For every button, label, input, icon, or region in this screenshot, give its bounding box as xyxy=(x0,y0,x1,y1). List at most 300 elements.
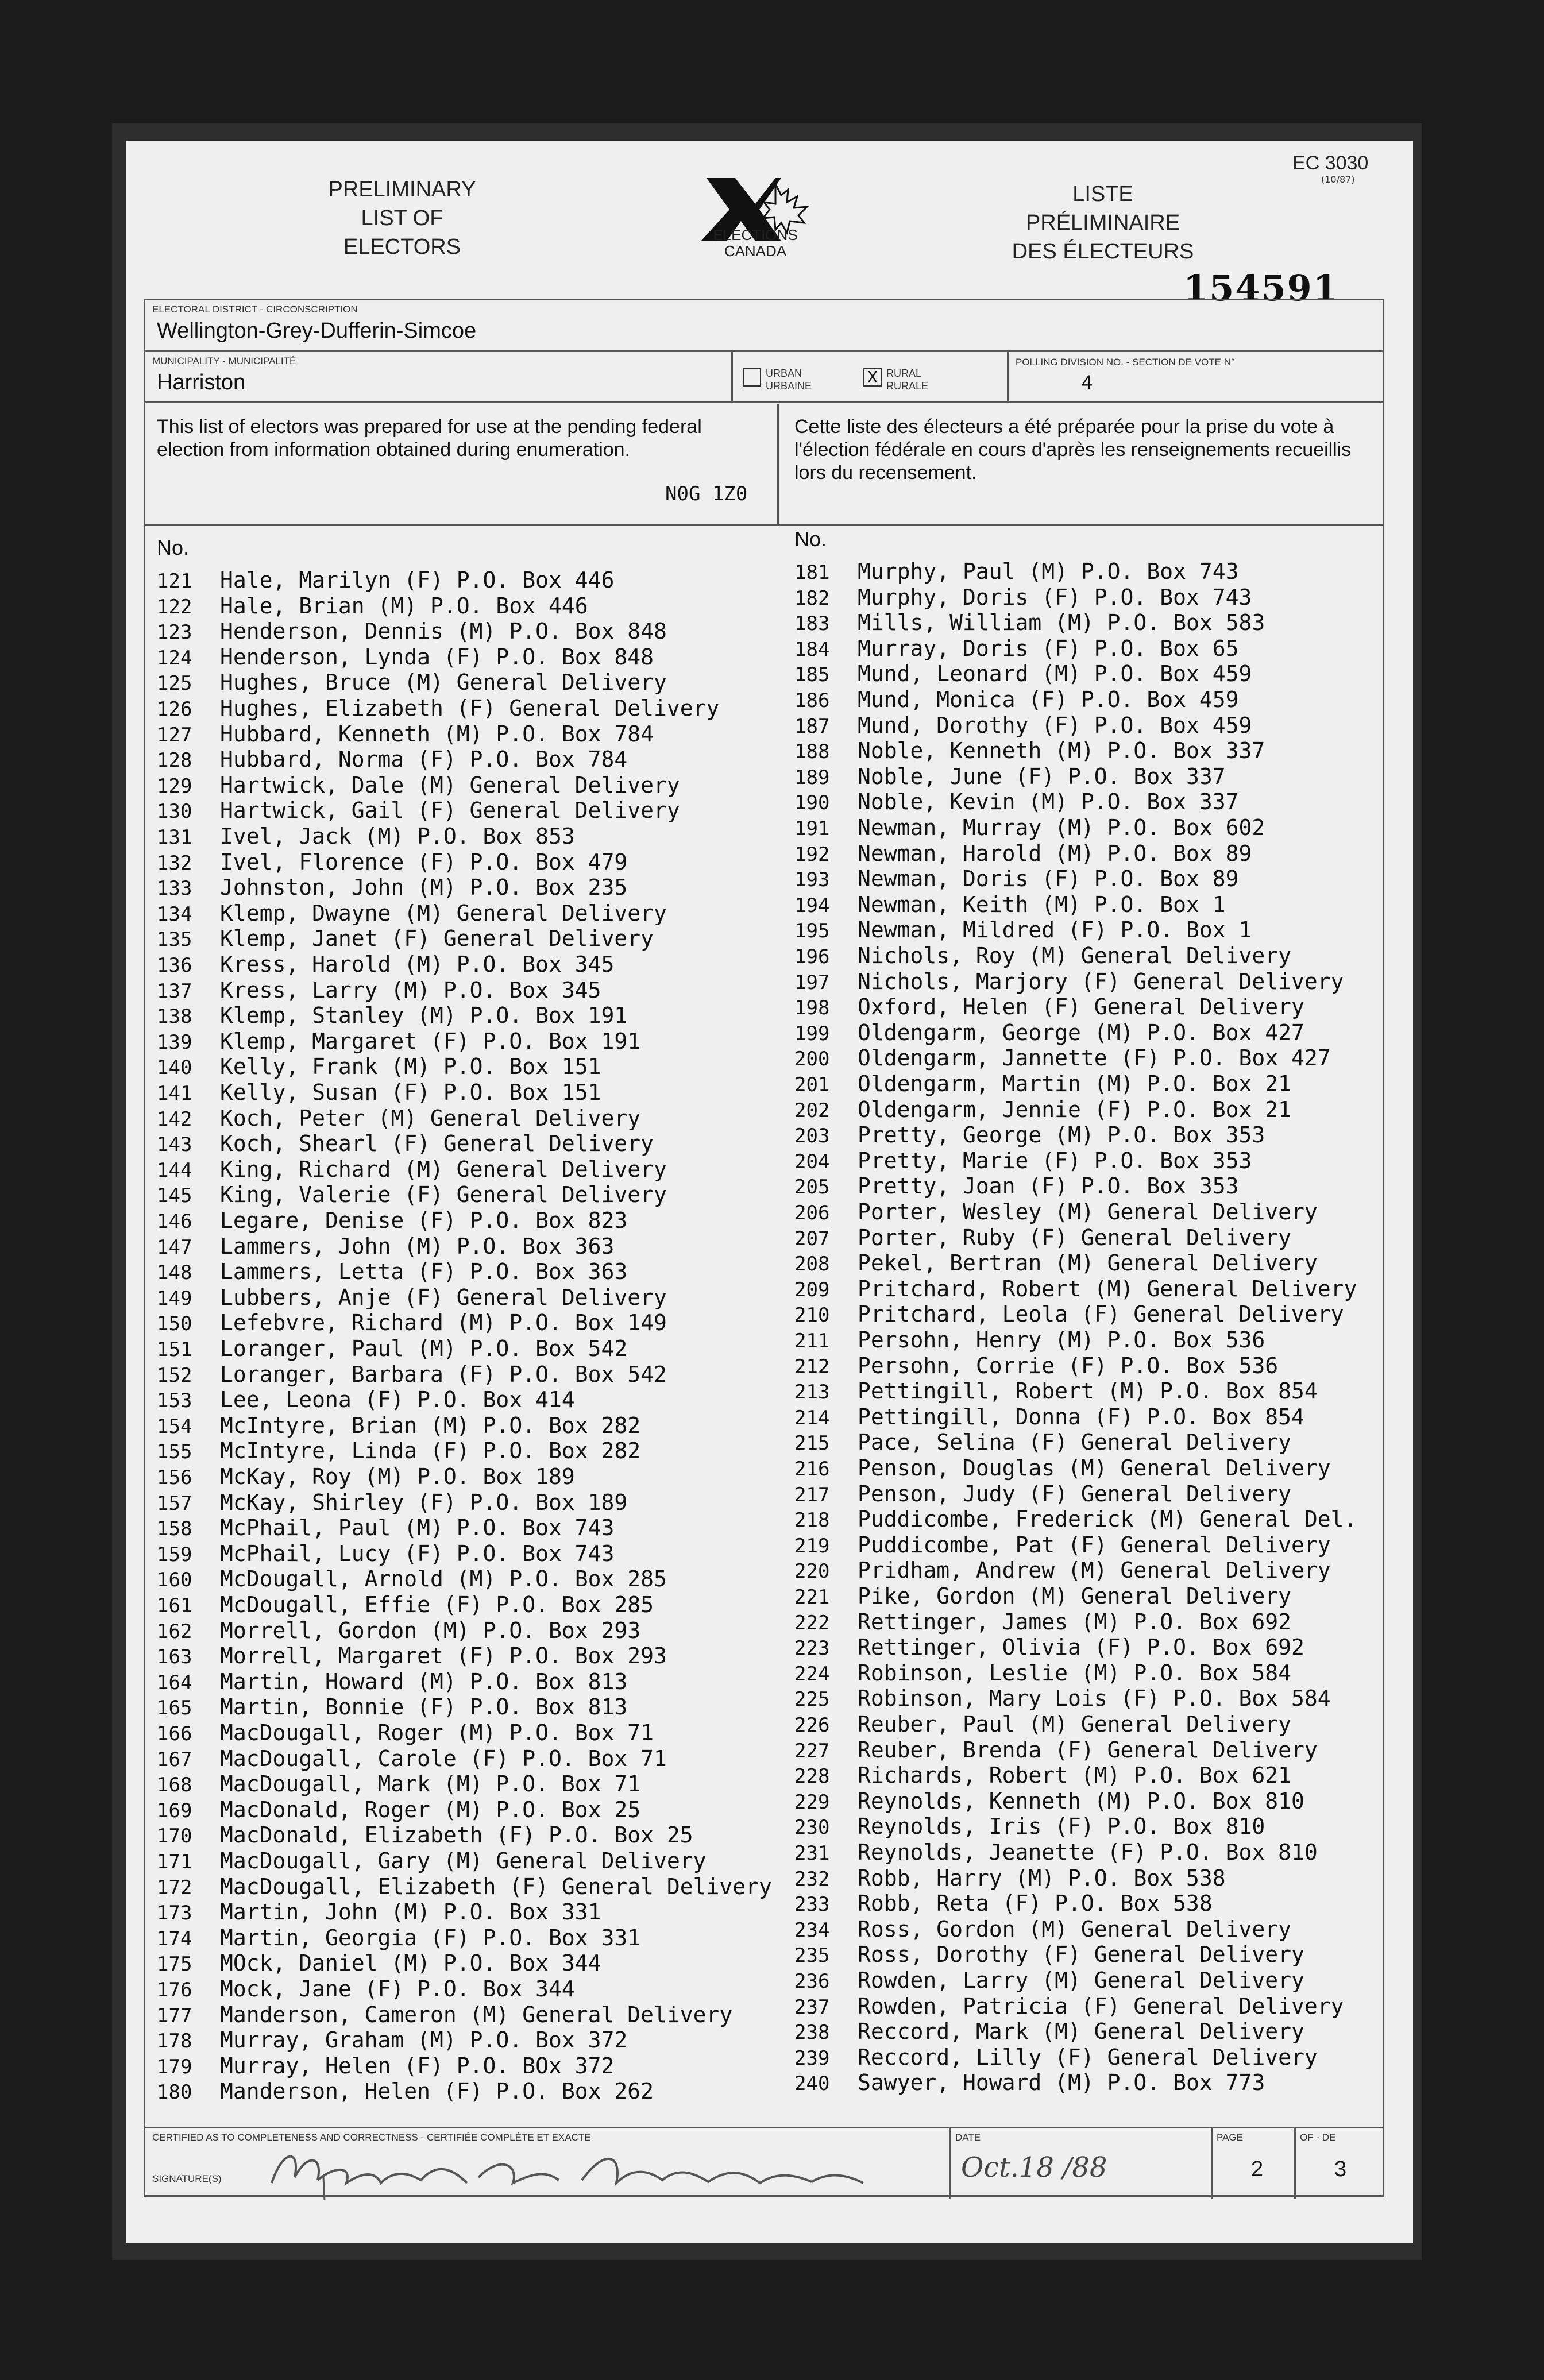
elector-entry: Lammers, Letta (F) P.O. Box 363 xyxy=(220,1259,628,1285)
elector-row xyxy=(794,687,1238,712)
elector-entry: Robinson, Mary Lois (F) P.O. Box 584 xyxy=(858,1686,1331,1711)
elector-row xyxy=(794,994,1304,1019)
elector-entry: Porter, Wesley (M) General Delivery xyxy=(858,1199,1318,1224)
elector-number: 147 xyxy=(157,1235,192,1259)
elector-row xyxy=(157,1566,667,1591)
elector-entry: Murray, Graham (M) P.O. Box 372 xyxy=(220,2027,628,2053)
elector-number: 156 xyxy=(157,1466,192,1489)
elector-number: 161 xyxy=(157,1594,192,1617)
elector-row xyxy=(157,1310,667,1335)
elector-entry: Lee, Leona (F) P.O. Box 414 xyxy=(220,1387,575,1413)
elector-number: 141 xyxy=(157,1082,192,1105)
serial-number: 154591 xyxy=(1183,267,1339,309)
title-fr-line: DES ÉLECTEURS xyxy=(1012,239,1194,264)
elector-number: 199 xyxy=(794,1022,830,1045)
elector-entry: Reccord, Mark (M) General Delivery xyxy=(858,2019,1304,2045)
elector-row xyxy=(157,567,614,593)
elector-number: 205 xyxy=(794,1176,830,1199)
elector-row xyxy=(157,1234,614,1259)
elector-row xyxy=(794,2070,1265,2095)
elector-entry: Puddicombe, Frederick (M) General Del. xyxy=(858,1506,1357,1532)
elector-number: 168 xyxy=(157,1774,192,1797)
elector-number: 236 xyxy=(794,1970,830,1993)
elector-entry: Reynolds, Iris (F) P.O. Box 810 xyxy=(858,1814,1265,1840)
elector-number: 194 xyxy=(794,894,830,917)
elector-entry: McKay, Roy (M) P.O. Box 189 xyxy=(220,1464,575,1489)
elector-row xyxy=(157,2027,627,2053)
elector-row xyxy=(794,661,1252,686)
elector-row xyxy=(794,1737,1318,1763)
elector-row xyxy=(157,619,667,644)
divider xyxy=(145,524,1383,526)
of-value: 3 xyxy=(1334,2157,1347,2181)
elector-number: 198 xyxy=(794,996,830,1020)
elector-row xyxy=(157,1643,667,1668)
elector-number: 179 xyxy=(157,2055,192,2078)
elector-row xyxy=(157,978,601,1003)
elector-number: 191 xyxy=(794,817,830,840)
elector-number: 163 xyxy=(157,1645,192,1669)
elector-row xyxy=(794,1301,1344,1327)
elector-number: 128 xyxy=(157,749,192,772)
elector-row xyxy=(157,1848,706,1873)
elector-entry: Nichols, Marjory (F) General Delivery xyxy=(858,968,1344,994)
district-label: ELECTORAL DISTRICT - CIRCONSCRIPTION xyxy=(152,304,358,315)
elector-entry: McKay, Shirley (F) P.O. Box 189 xyxy=(220,1489,628,1515)
elector-entry: Oxford, Helen (F) General Delivery xyxy=(858,994,1304,1020)
elector-number: 131 xyxy=(157,826,192,849)
elector-entry: Pretty, Marie (F) P.O. Box 353 xyxy=(858,1148,1252,1173)
elector-number: 171 xyxy=(157,1850,192,1873)
rural-label xyxy=(886,367,928,392)
elector-row xyxy=(794,1814,1265,1839)
elector-number: 162 xyxy=(157,1620,192,1643)
elector-number: 225 xyxy=(794,1688,830,1711)
rural-label-line: RURAL xyxy=(886,368,922,379)
date-label: DATE xyxy=(955,2132,981,2143)
elector-row xyxy=(794,1993,1344,2019)
elector-number: 164 xyxy=(157,1671,192,1694)
urban-label xyxy=(766,367,812,392)
elector-entry: Martin, Georgia (F) P.O. Box 331 xyxy=(220,1925,641,1950)
elector-number: 182 xyxy=(794,586,830,610)
elector-number: 150 xyxy=(157,1312,192,1336)
elector-entry: Pretty, Joan (F) P.O. Box 353 xyxy=(858,1173,1239,1199)
elector-entry: Pike, Gordon (M) General Delivery xyxy=(858,1583,1291,1609)
page-label: PAGE xyxy=(1217,2132,1243,2143)
elector-row xyxy=(794,892,1226,917)
elector-entry: Reccord, Lilly (F) General Delivery xyxy=(858,2044,1318,2070)
elector-entry: Lubbers, Anje (F) General Delivery xyxy=(220,1284,667,1310)
elector-row xyxy=(794,815,1265,840)
elector-row xyxy=(794,1378,1318,1404)
no-header-right: No. xyxy=(794,527,827,551)
elector-row xyxy=(794,1481,1291,1506)
elector-entry: Kress, Harold (M) P.O. Box 345 xyxy=(220,952,615,977)
elector-row xyxy=(794,1327,1265,1353)
no-header-left: No. xyxy=(157,536,190,559)
elector-number: 235 xyxy=(794,1944,830,1968)
elector-number: 216 xyxy=(794,1458,830,1481)
elector-entry: Legare, Denise (F) P.O. Box 823 xyxy=(220,1208,628,1233)
elector-row xyxy=(157,1029,640,1054)
elector-entry: McDougall, Arnold (M) P.O. Box 285 xyxy=(220,1566,667,1592)
elector-row xyxy=(794,585,1252,610)
elector-number: 228 xyxy=(794,1765,830,1788)
elector-number: 232 xyxy=(794,1867,830,1891)
elector-row xyxy=(157,1208,627,1233)
elector-row xyxy=(157,926,654,951)
elector-row xyxy=(794,1199,1318,1224)
elector-entry: MacDougall, Mark (M) P.O. Box 71 xyxy=(220,1771,641,1797)
elector-number: 223 xyxy=(794,1637,830,1660)
title-french xyxy=(988,180,1218,266)
elector-number: 204 xyxy=(794,1150,830,1173)
elector-entry: Morrell, Margaret (F) P.O. Box 293 xyxy=(220,1643,667,1669)
elector-row xyxy=(157,1976,575,2002)
elector-number: 151 xyxy=(157,1338,192,1361)
elector-row xyxy=(794,1891,1213,1916)
elector-number: 237 xyxy=(794,1995,830,2019)
elector-row xyxy=(794,1071,1291,1096)
elector-row xyxy=(157,721,654,747)
elector-entry: MacDonald, Elizabeth (F) P.O. Box 25 xyxy=(220,1822,693,1848)
elector-row xyxy=(157,747,627,772)
elector-number: 159 xyxy=(157,1543,192,1566)
title-english xyxy=(287,175,517,261)
elector-entry: Kress, Larry (M) P.O. Box 345 xyxy=(220,977,601,1003)
elector-number: 226 xyxy=(794,1714,830,1737)
elector-number: 203 xyxy=(794,1125,830,1148)
elector-row xyxy=(157,1797,640,1822)
elector-row xyxy=(157,1592,654,1617)
elector-number: 154 xyxy=(157,1415,192,1438)
elector-row xyxy=(157,1720,654,1745)
municipality-value: Harriston xyxy=(157,370,246,395)
elector-number: 212 xyxy=(794,1355,830,1378)
elector-row xyxy=(794,713,1252,738)
logo-text-line: ELECTIONS xyxy=(713,226,798,244)
elector-entry: Pretty, George (M) P.O. Box 353 xyxy=(858,1122,1265,1148)
elector-number: 172 xyxy=(157,1876,192,1899)
date-value: Oct.18 /88 xyxy=(961,2151,1107,2184)
elector-entry: Mills, William (M) P.O. Box 583 xyxy=(858,610,1265,636)
elector-entry: Newman, Doris (F) P.O. Box 89 xyxy=(858,866,1239,892)
elector-row xyxy=(794,1404,1304,1429)
elector-entry: Oldengarm, Jannette (F) P.O. Box 427 xyxy=(858,1045,1331,1071)
page-value: 2 xyxy=(1251,2157,1264,2181)
elector-number: 210 xyxy=(794,1304,830,1327)
elector-number: 196 xyxy=(794,945,830,968)
elector-entry: Manderson, Helen (F) P.O. Box 262 xyxy=(220,2078,654,2104)
elector-number: 140 xyxy=(157,1056,192,1080)
elector-row xyxy=(157,1131,654,1156)
elector-entry: Murray, Doris (F) P.O. Box 65 xyxy=(858,635,1239,661)
elector-number: 185 xyxy=(794,663,830,687)
elector-row xyxy=(794,1225,1291,1250)
title-fr-line: LISTE xyxy=(1072,182,1133,206)
elector-row xyxy=(794,866,1238,891)
elector-number: 158 xyxy=(157,1517,192,1541)
elector-row xyxy=(157,696,719,721)
elector-row xyxy=(794,1250,1318,1276)
elector-row xyxy=(157,1413,640,1438)
elector-row xyxy=(794,1173,1238,1199)
elector-number: 181 xyxy=(794,561,830,584)
divider xyxy=(777,404,779,524)
elector-number: 207 xyxy=(794,1227,830,1250)
elector-number: 176 xyxy=(157,1979,192,2002)
elector-number: 206 xyxy=(794,1201,830,1224)
elector-entry: Pritchard, Robert (M) General Delivery xyxy=(858,1276,1357,1301)
elector-row xyxy=(794,1917,1291,1942)
elector-entry: Hughes, Elizabeth (F) General Delivery xyxy=(220,696,720,721)
elector-number: 218 xyxy=(794,1509,830,1532)
postal-code: N0G 1Z0 xyxy=(665,482,748,505)
elector-row xyxy=(157,1746,667,1771)
elector-number: 224 xyxy=(794,1662,830,1686)
elector-number: 135 xyxy=(157,928,192,952)
certification-footer xyxy=(145,2127,1383,2199)
elector-row xyxy=(794,636,1238,661)
elector-entry: Lefebvre, Richard (M) P.O. Box 149 xyxy=(220,1310,667,1336)
form-date: (10/87) xyxy=(1321,174,1355,185)
elector-row xyxy=(794,1532,1331,1558)
elector-number: 169 xyxy=(157,1799,192,1822)
elector-entry: Hubbard, Kenneth (M) P.O. Box 784 xyxy=(220,721,654,747)
elector-entry: Ross, Gordon (M) General Delivery xyxy=(858,1916,1291,1942)
elector-entry: Ivel, Florence (F) P.O. Box 479 xyxy=(220,849,628,875)
elector-number: 165 xyxy=(157,1697,192,1720)
elector-number: 184 xyxy=(794,638,830,661)
elector-number: 126 xyxy=(157,698,192,721)
elector-number: 201 xyxy=(794,1073,830,1096)
elector-number: 239 xyxy=(794,2046,830,2070)
elector-row xyxy=(157,1541,614,1566)
elector-number: 121 xyxy=(157,570,192,593)
urban-label-line: URBAINE xyxy=(766,380,812,392)
elector-entry: Johnston, John (M) P.O. Box 235 xyxy=(220,875,628,901)
district-value: Wellington-Grey-Dufferin-Simcoe xyxy=(157,319,477,343)
elector-row xyxy=(794,1609,1291,1635)
elector-row xyxy=(157,1080,601,1105)
elector-number: 188 xyxy=(794,740,830,764)
elector-entry: King, Richard (M) General Delivery xyxy=(220,1156,667,1182)
elector-row xyxy=(794,738,1265,763)
elector-entry: Henderson, Lynda (F) P.O. Box 848 xyxy=(220,644,654,670)
elector-row xyxy=(157,901,667,926)
elector-number: 230 xyxy=(794,1816,830,1840)
elector-number: 122 xyxy=(157,595,192,619)
intro-french: Cette liste des électeurs a été préparée pour la prise du vote à l'élection fédérale en cours d'après les renseignements recueillis lors du recensement. xyxy=(794,416,1352,484)
elector-number: 123 xyxy=(157,621,192,644)
elector-entry: Puddicombe, Pat (F) General Delivery xyxy=(858,1532,1331,1558)
elector-entry: Sawyer, Howard (M) P.O. Box 773 xyxy=(858,2070,1265,2096)
certified-label: CERTIFIED AS TO COMPLETENESS AND CORRECTNESS - CERTIFIÉE COMPLÈTE ET EXACTE xyxy=(152,2132,591,2143)
elector-row xyxy=(157,1106,640,1131)
elector-entry: Mund, Leonard (M) P.O. Box 459 xyxy=(858,661,1252,687)
elector-row xyxy=(157,875,627,900)
elector-number: 187 xyxy=(794,714,830,738)
elector-entry: MacDougall, Elizabeth (F) General Delivery xyxy=(220,1873,772,1899)
elector-number: 173 xyxy=(157,1902,192,1925)
elector-entry: Hale, Marilyn (F) P.O. Box 446 xyxy=(220,567,615,593)
elector-number: 127 xyxy=(157,723,192,747)
elector-entry: Pritchard, Leola (F) General Delivery xyxy=(858,1301,1344,1327)
elector-row xyxy=(157,1490,627,1515)
elector-row xyxy=(794,610,1265,635)
elector-entry: Pettingill, Robert (M) P.O. Box 854 xyxy=(858,1378,1318,1404)
elector-number: 200 xyxy=(794,1048,830,1071)
elector-entry: Noble, Kevin (M) P.O. Box 337 xyxy=(858,789,1239,815)
elector-row xyxy=(794,1353,1278,1378)
elector-entry: Hartwick, Dale (M) General Delivery xyxy=(220,772,680,798)
elector-entry: Porter, Ruby (F) General Delivery xyxy=(858,1224,1291,1250)
elector-row xyxy=(794,1558,1331,1583)
elector-number: 146 xyxy=(157,1210,192,1233)
form-code: EC 3030 xyxy=(1292,152,1369,174)
elector-row xyxy=(794,969,1344,994)
elector-row xyxy=(794,1711,1291,1737)
elector-row xyxy=(794,1660,1291,1686)
elector-entry: Loranger, Barbara (F) P.O. Box 542 xyxy=(220,1361,667,1387)
elector-entry: Pettingill, Donna (F) P.O. Box 854 xyxy=(858,1404,1304,1429)
elector-row xyxy=(794,1763,1291,1788)
elector-row xyxy=(157,824,575,849)
municipality-label: MUNICIPALITY - MUNICIPALITÉ xyxy=(152,356,296,366)
elector-number: 160 xyxy=(157,1568,192,1592)
elector-entry: Penson, Judy (F) General Delivery xyxy=(858,1481,1291,1506)
elector-entry: Oldengarm, Martin (M) P.O. Box 21 xyxy=(858,1071,1291,1096)
elector-entry: McIntyre, Brian (M) P.O. Box 282 xyxy=(220,1412,641,1438)
title-fr-line: PRÉLIMINAIRE xyxy=(1025,211,1180,235)
elector-number: 189 xyxy=(794,766,830,789)
logo-text-line: CANADA xyxy=(724,242,787,260)
elector-row xyxy=(794,2045,1318,2070)
elector-number: 234 xyxy=(794,1918,830,1942)
elector-entry: Klemp, Janet (F) General Delivery xyxy=(220,926,654,952)
elector-row xyxy=(157,1950,601,1976)
elector-row xyxy=(157,1387,575,1412)
elector-entry: Pekel, Bertran (M) General Delivery xyxy=(858,1250,1318,1276)
elector-number: 178 xyxy=(157,2030,192,2053)
elector-row xyxy=(794,1686,1331,1711)
elector-number: 130 xyxy=(157,800,192,824)
divider xyxy=(1211,2128,1213,2199)
elector-entry: King, Valerie (F) General Delivery xyxy=(220,1182,667,1208)
elector-entry: MacDougall, Roger (M) P.O. Box 71 xyxy=(220,1720,654,1745)
elector-entry: Oldengarm, George (M) P.O. Box 427 xyxy=(858,1019,1304,1045)
elector-number: 227 xyxy=(794,1739,830,1763)
elector-number: 183 xyxy=(794,612,830,636)
elector-entry: Noble, Kenneth (M) P.O. Box 337 xyxy=(858,738,1265,764)
elector-row xyxy=(157,2078,654,2104)
elector-entry: Manderson, Cameron (M) General Delivery xyxy=(220,2002,733,2027)
elector-number: 144 xyxy=(157,1158,192,1182)
elector-number: 167 xyxy=(157,1748,192,1771)
elector-row xyxy=(157,1182,667,1207)
elector-entry: Morrell, Gordon (M) P.O. Box 293 xyxy=(220,1617,641,1643)
elector-number: 133 xyxy=(157,877,192,901)
elector-row xyxy=(157,1285,667,1310)
elector-number: 211 xyxy=(794,1330,830,1353)
rural-checkbox[interactable]: X xyxy=(863,368,882,387)
elector-entry: Robb, Reta (F) P.O. Box 538 xyxy=(858,1891,1213,1917)
elector-entry: Mund, Monica (F) P.O. Box 459 xyxy=(858,687,1239,712)
elector-row xyxy=(157,1464,575,1489)
elector-entry: Klemp, Stanley (M) P.O. Box 191 xyxy=(220,1003,628,1029)
elector-number: 138 xyxy=(157,1005,192,1029)
elector-number: 143 xyxy=(157,1133,192,1157)
elector-entry: Koch, Peter (M) General Delivery xyxy=(220,1105,641,1131)
elector-row xyxy=(794,1097,1291,1122)
divider xyxy=(949,2128,951,2199)
elector-row xyxy=(157,1925,640,1950)
elector-number: 157 xyxy=(157,1492,192,1515)
elector-number: 233 xyxy=(794,1893,830,1917)
elector-entry: Mund, Dorothy (F) P.O. Box 459 xyxy=(858,712,1252,738)
elector-entry: Pace, Selina (F) General Delivery xyxy=(858,1429,1291,1455)
elector-number: 125 xyxy=(157,672,192,696)
elector-row xyxy=(794,841,1252,866)
elector-row xyxy=(157,2002,732,2027)
elector-number: 155 xyxy=(157,1440,192,1464)
elector-row xyxy=(794,1045,1331,1071)
elector-number: 180 xyxy=(157,2081,192,2104)
elector-row xyxy=(794,1968,1304,1993)
elector-number: 215 xyxy=(794,1432,830,1455)
elector-row xyxy=(794,559,1238,584)
elector-entry: McIntyre, Linda (F) P.O. Box 282 xyxy=(220,1438,641,1464)
elector-number: 153 xyxy=(157,1389,192,1413)
elector-entry: Nichols, Roy (M) General Delivery xyxy=(858,943,1291,968)
elector-entry: MacDougall, Gary (M) General Delivery xyxy=(220,1848,707,1873)
elector-row xyxy=(157,1259,627,1284)
elector-number: 213 xyxy=(794,1381,830,1404)
elector-number: 209 xyxy=(794,1278,830,1301)
elector-row xyxy=(157,798,680,823)
elector-entry: Martin, John (M) P.O. Box 331 xyxy=(220,1899,601,1925)
elector-row xyxy=(157,849,627,875)
elector-entry: Rowden, Larry (M) General Delivery xyxy=(858,1968,1304,1993)
elector-entry: Lammers, John (M) P.O. Box 363 xyxy=(220,1233,615,1259)
elector-entry: Rettinger, James (M) P.O. Box 692 xyxy=(858,1609,1291,1635)
elector-row xyxy=(157,1054,601,1079)
elector-number: 238 xyxy=(794,2021,830,2045)
elector-row xyxy=(157,1874,772,1899)
elector-number: 136 xyxy=(157,954,192,977)
elector-number: 222 xyxy=(794,1611,830,1635)
document-page xyxy=(126,141,1413,2243)
elector-number: 142 xyxy=(157,1107,192,1131)
urban-label-line: URBAN xyxy=(766,368,802,379)
elector-number: 220 xyxy=(794,1560,830,1583)
urban-checkbox[interactable] xyxy=(743,368,761,387)
elector-number: 174 xyxy=(157,1927,192,1950)
elector-row xyxy=(794,764,1226,789)
elector-row xyxy=(794,1583,1291,1609)
elector-row xyxy=(794,1788,1304,1814)
elector-row xyxy=(157,1899,601,1925)
elector-number: 149 xyxy=(157,1286,192,1310)
elector-entry: McPhail, Paul (M) P.O. Box 743 xyxy=(220,1515,615,1541)
elector-row xyxy=(157,2053,614,2078)
elector-entry: Noble, June (F) P.O. Box 337 xyxy=(858,763,1226,789)
elector-entry: Reuber, Brenda (F) General Delivery xyxy=(858,1737,1318,1763)
elector-entry: Oldengarm, Jennie (F) P.O. Box 21 xyxy=(858,1096,1291,1122)
elector-number: 186 xyxy=(794,689,830,712)
divider xyxy=(1007,352,1009,401)
